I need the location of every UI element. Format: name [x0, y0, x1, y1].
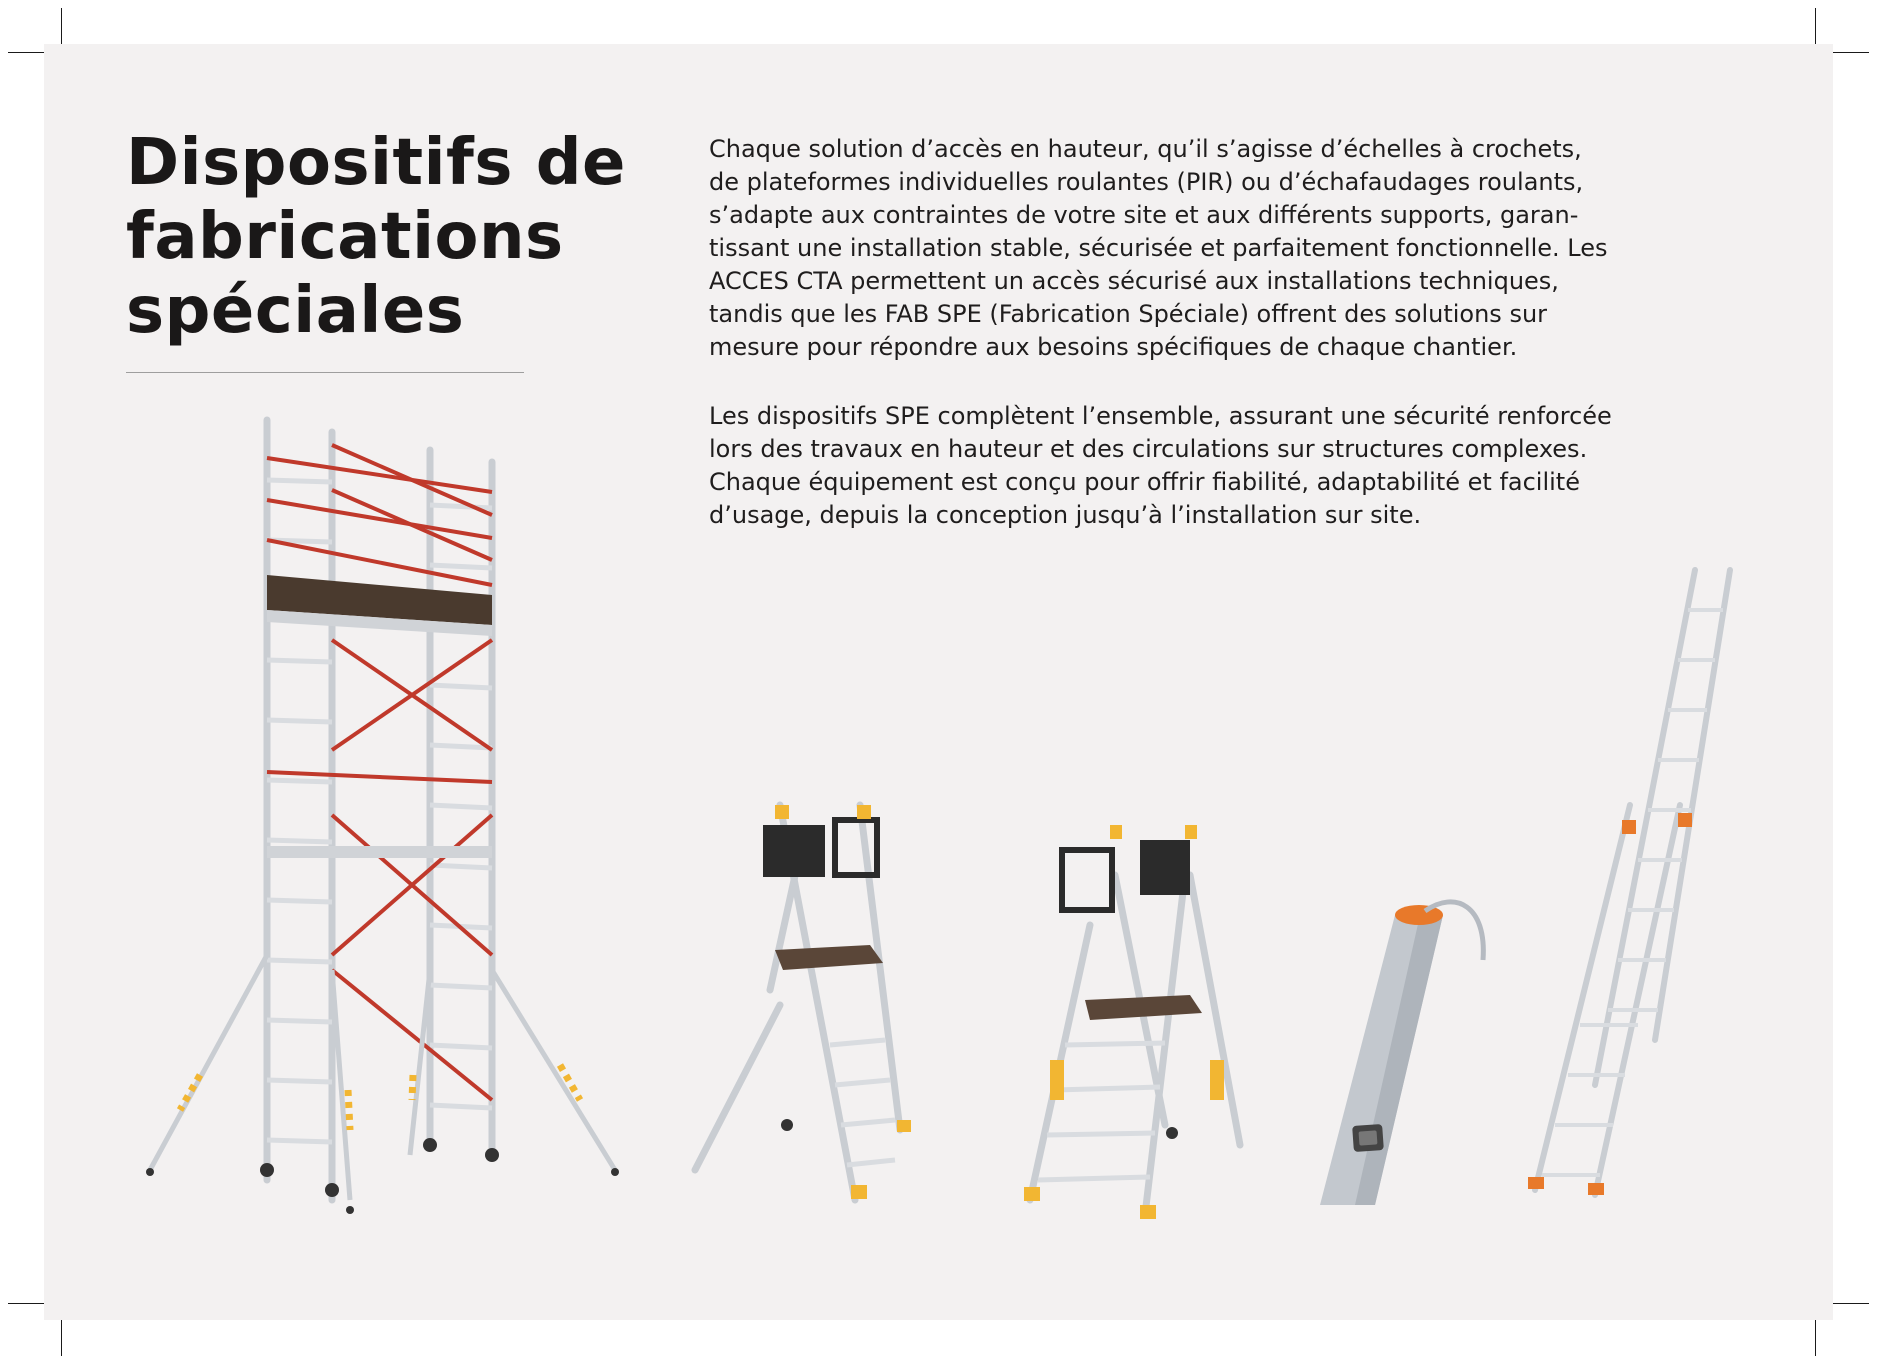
- text-line: tandis que les FAB SPE (Fabrication Spéciale) offrent des solutions sur: [709, 300, 1548, 328]
- platform-ladder-illustration: [685, 795, 925, 1210]
- text-line: mesure pour répondre aux besoins spécifiques de chaque chantier.: [709, 333, 1518, 361]
- text-line: Chaque équipement est conçu pour offrir fiabilité, adaptabilité et facilité: [709, 468, 1580, 496]
- title-line: fabrications: [126, 200, 564, 274]
- crop-mark: [61, 8, 62, 44]
- text-line: de plateformes individuelles roulantes (PIR) ou d’échafaudages roulants,: [709, 168, 1584, 196]
- text-line: lors des travaux en hauteur et des circulations sur structures complexes.: [709, 435, 1588, 463]
- crop-mark: [8, 1303, 44, 1304]
- title-divider: [126, 372, 524, 373]
- text-line: Chaque solution d’accès en hauteur, qu’il s’agisse d’échelles à crochets,: [709, 135, 1582, 163]
- platform-ladder-front-illustration: [1010, 815, 1260, 1225]
- text-line: ACCES CTA permettent un accès sécurisé aux installations techniques,: [709, 267, 1559, 295]
- crop-mark: [1833, 52, 1869, 53]
- intro-paragraph-1: [709, 133, 1608, 364]
- intro-paragraph-2: [709, 400, 1612, 532]
- title-line: Dispositifs de: [126, 126, 626, 200]
- crop-mark: [61, 1320, 62, 1356]
- crop-mark: [1833, 1303, 1869, 1304]
- crop-mark: [1815, 8, 1816, 44]
- text-line: d’usage, depuis la conception jusqu’à l’installation sur site.: [709, 501, 1422, 529]
- title-line: spéciales: [126, 274, 465, 348]
- text-line: tissant une installation stable, sécurisée et parfaitement fonctionnelle. Les: [709, 234, 1608, 262]
- extension-ladder-illustration: [1520, 565, 1750, 1215]
- rolling-scaffold-illustration: [140, 410, 630, 1220]
- crop-mark: [8, 52, 44, 53]
- page-title: [126, 126, 626, 348]
- ladder-hook-detail-illustration: [1315, 895, 1495, 1215]
- crop-mark: [1815, 1320, 1816, 1356]
- text-line: Les dispositifs SPE complètent l’ensemble, assurant une sécurité renforcée: [709, 402, 1612, 430]
- text-line: s’adapte aux contraintes de votre site et aux différents supports, garan-: [709, 201, 1579, 229]
